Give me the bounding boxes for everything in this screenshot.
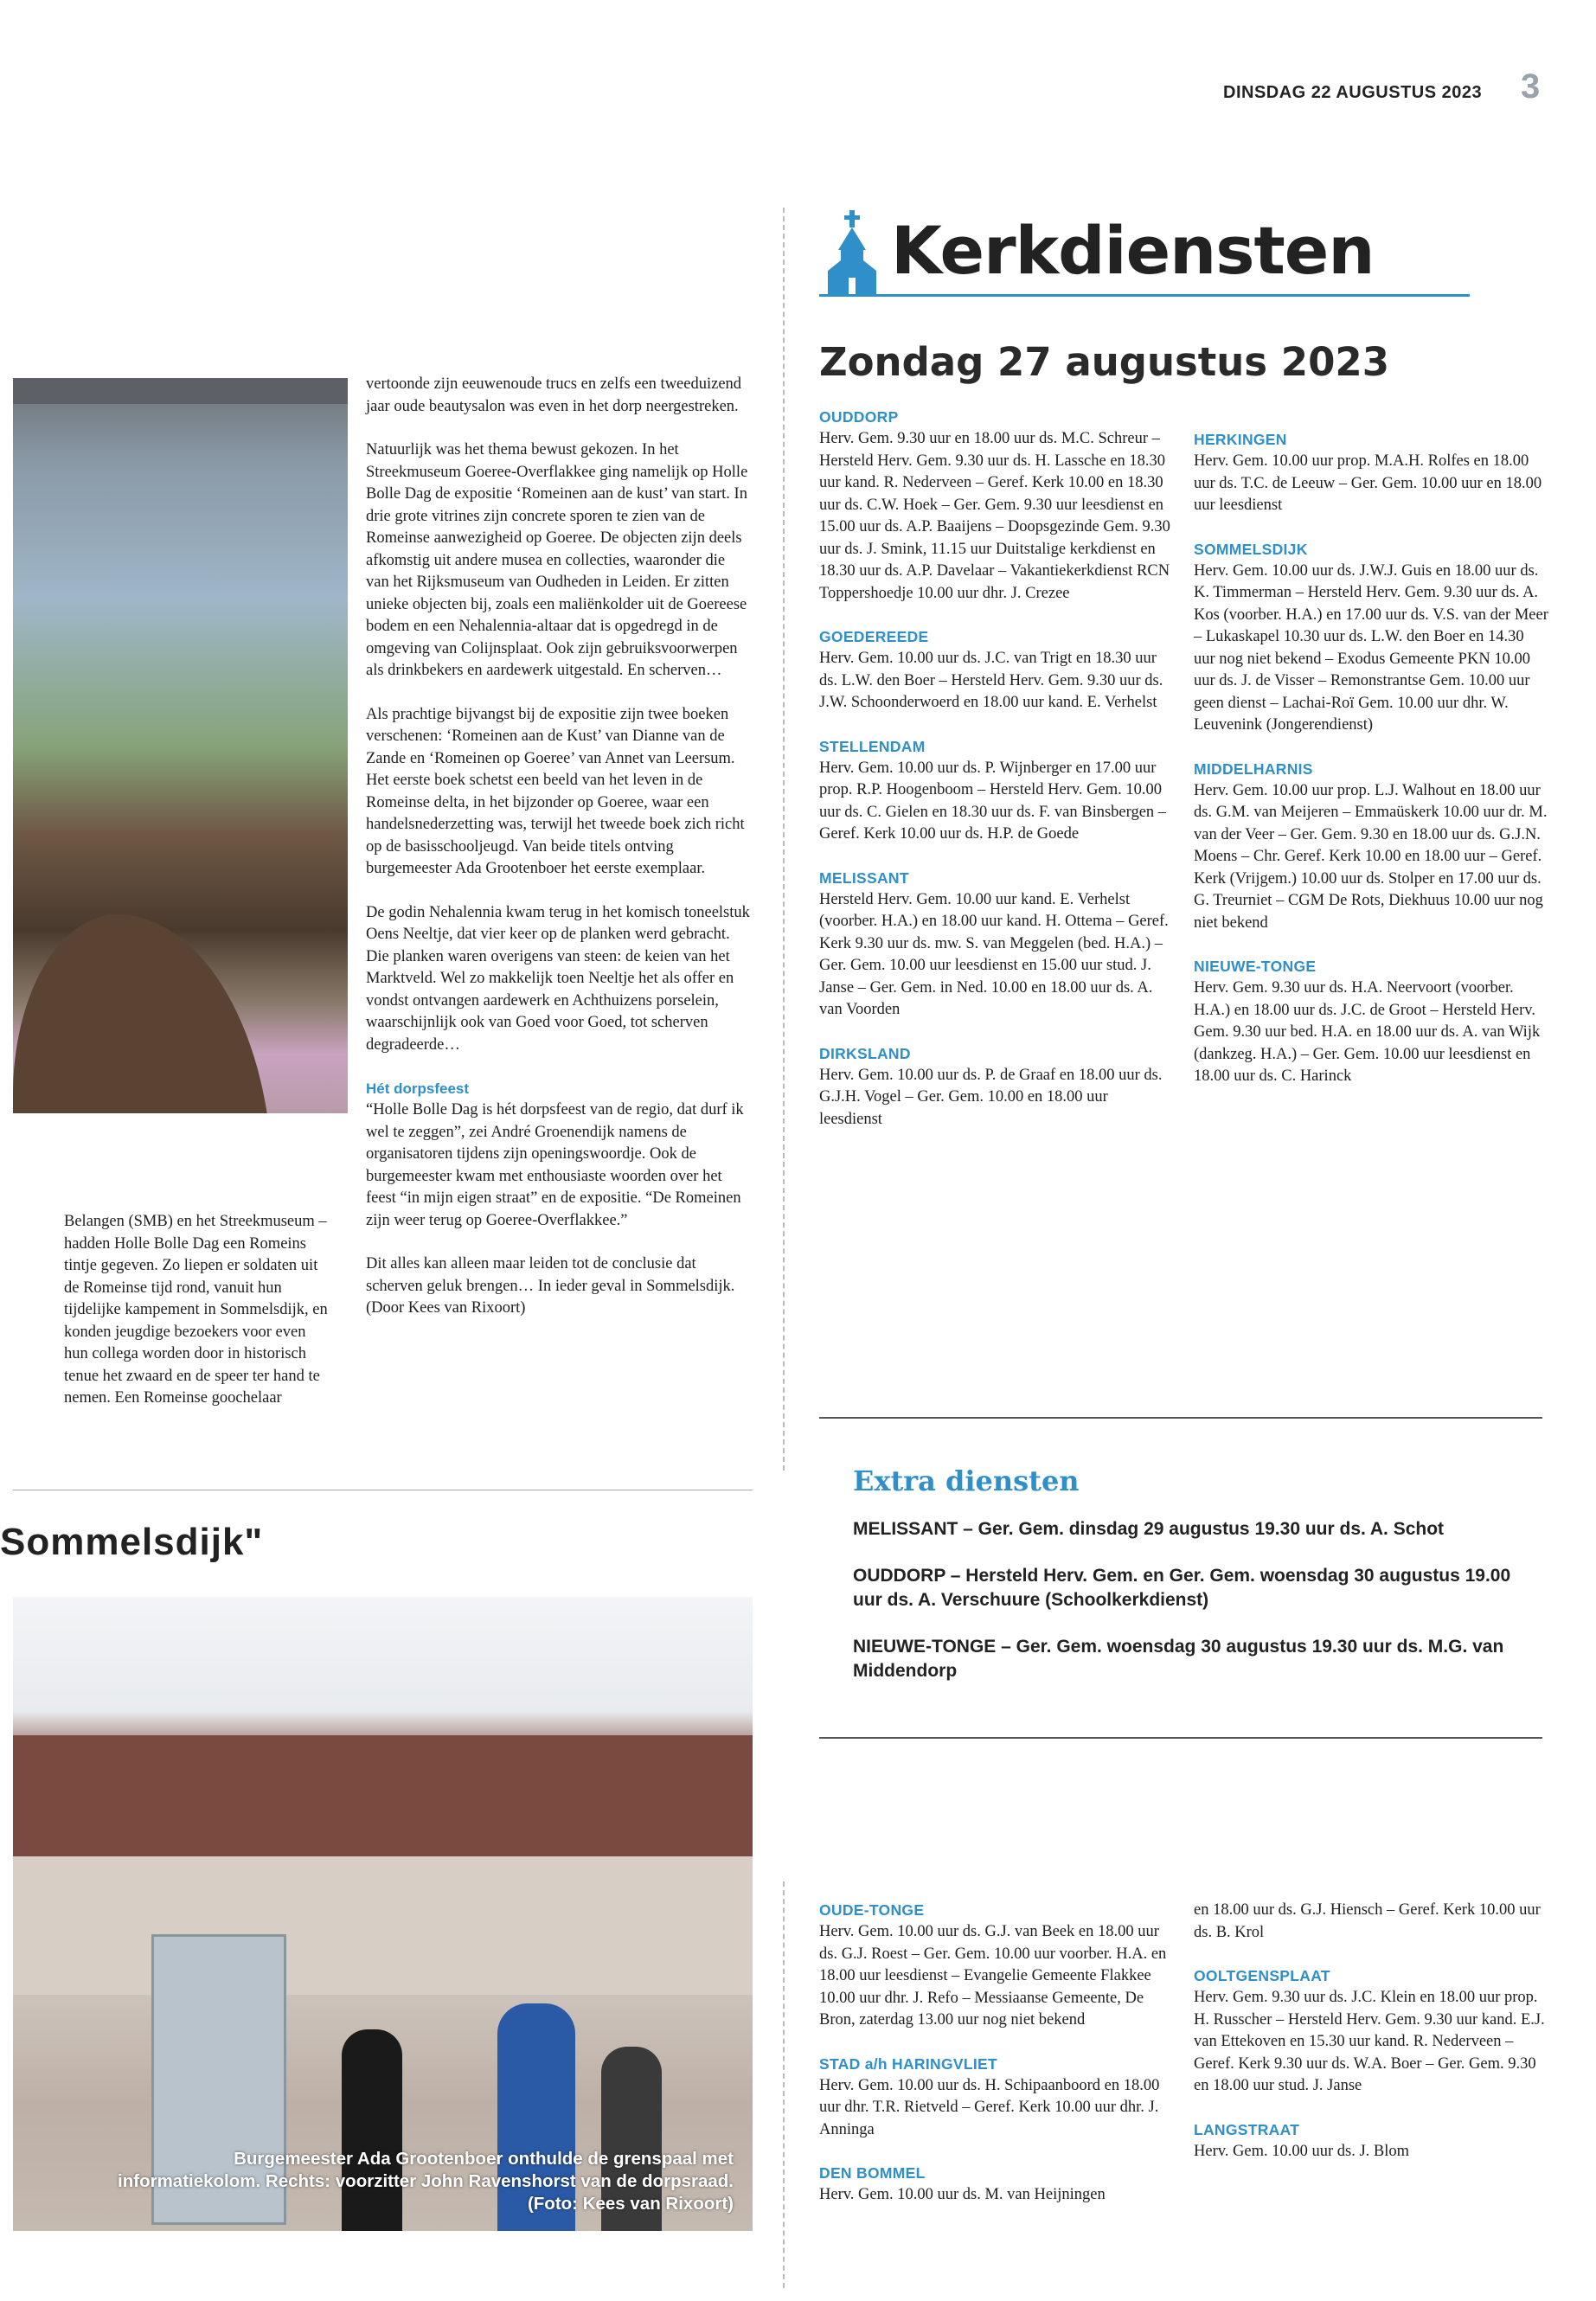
service-text: Herv. Gem. 10.00 uur ds. P. de Graaf en 18.00 uur ds. G.J.H. Vogel – Ger. Gem. 10.00 en 18.00 uur leesdienst — [819, 1066, 1163, 1128]
photo-caption: Burgemeester Ada Grootenboer onthulde de grenspaal met informatiekolom. Rechts: voorzitter John Ravenshorst van de dorpsraad. (Foto: Kees van Rixoort) — [118, 2149, 734, 2214]
place-name: SOMMELSDIJK — [1194, 540, 1308, 558]
place-name: OOLTGENSPLAAT — [1194, 1967, 1330, 1984]
place-name: MELISSANT — [819, 868, 909, 887]
services-column-4 — [1194, 1900, 1548, 2184]
service-block — [819, 1900, 1174, 2032]
article-middle-column — [366, 374, 751, 1342]
service-block — [1194, 1965, 1548, 2098]
service-text: Herv. Gem. 10.00 uur ds. J.C. van Trigt en 18.30 uur ds. L.W. den Boer – Hersteld Herv. Gem. 9.30 uur ds. J.W. Schoonderwoerd en 18.00 uur kand. E. Verhelst — [819, 650, 1163, 711]
article-paragraph: Dit alles kan alleen maar leiden tot de conclusie dat scherven geluk brengen… In ieder geval in Sommelsdijk. (Door Kees van Rixoort) — [366, 1255, 735, 1317]
service-block — [819, 407, 1174, 605]
place-name: NIEUWE-TONGE — [1194, 958, 1317, 975]
service-block — [819, 1043, 1174, 1131]
service-text: Herv. Gem. 10.00 uur ds. J.W.J. Guis en 18.00 uur ds. K. Timmerman – Hersteld Herv. Gem. 9.30 uur ds. A. Kos (voorber. H.A.) en 17.00 uur ds. V.S. van der Meer – Lukaskapel 10.30 uur ds. L.W. den Boer en 14.30 uur nog niet bekend – Exodus Gemeente PKN 10.00 uur ds. J. de Visser – Remonstrantse Gem. 10.00 uur geen dienst – Lachai-Roï Gem. 10.00 uur dhr. W. Leuvenink (Jongerendienst) — [1194, 561, 1548, 734]
service-block — [1194, 1900, 1548, 1944]
article-paragraph: De godin Nehalennia kwam terug in het komisch toneelstuk Oens Neeltje, dat vier keer op de planken werd gebracht. Die planken waren overigens van steen: de keien van het Marktveld. Wel zo makkelijk toen Neeltje het als offer en vondst ontvangen aardewerk en Achthuizens porselein, waarschijnlijk ook van Goed voor Goed, tot scherven degradeerde… — [366, 903, 750, 1054]
place-name: OUDDORP — [819, 408, 899, 426]
service-block — [1194, 539, 1548, 737]
article-subheading: Hét dorpsfeest — [366, 1080, 470, 1097]
service-block — [819, 2054, 1174, 2142]
place-name: HERKINGEN — [1194, 431, 1287, 448]
services-column-3 — [819, 1900, 1174, 2228]
service-text: Herv. Gem. 9.30 uur ds. H.A. Neervoort (voorber. H.A.) en 18.00 uur ds. J.C. de Groot – Hersteld Herv. Gem. 9.30 uur bed. H.A. en 18.00 uur ds. A. van Wijk (dankzeg. H.A.) – Ger. Gem. 10.00 uur leesdienst en 18.00 uur ds. C. Harinck — [1194, 979, 1541, 1085]
place-name: OUDE-TONGE — [819, 1901, 925, 1919]
service-text: Herv. Gem. 10.00 uur ds. M. van Heijningen — [819, 2186, 1106, 2203]
service-block — [819, 736, 1174, 846]
article-photo-unveiling — [13, 1597, 753, 2231]
service-block — [819, 2163, 1174, 2207]
service-block — [1194, 2119, 1548, 2163]
service-text: en 18.00 uur ds. G.J. Hiensch – Geref. Kerk 10.00 uur ds. B. Krol — [1194, 1901, 1541, 1941]
extra-services-title: Extra diensten — [853, 1465, 1080, 1497]
place-name: DIRKSLAND — [819, 1044, 911, 1062]
place-name: DEN BOMMEL — [819, 2164, 926, 2182]
service-block — [1194, 429, 1548, 517]
issue-date: DINSDAG 22 AUGUSTUS 2023 — [1223, 83, 1483, 102]
article-paragraph: Als prachtige bijvangst bij de expositie zijn twee boeken verschenen: ‘Romeinen aan de Kust’ van Dianne van de Zande en ‘Romeinen op Goeree’ van Annet van Leersum. Het eerste boek schetst een beeld van het leven in de Romeinse delta, in het bijzonder op Goeree, waar een handelsnederzetting was, terwijl het tweede boek zich richt op de basisschooljeugd. Van beide titels ontving burgemeester Ada Grootenboer het eerste exemplaar. — [366, 705, 745, 877]
service-text: Herv. Gem. 9.30 uur ds. J.C. Klein en 18.00 uur prop. H. Russcher – Hersteld Herv. Gem. 9.30 uur kand. E.J. van Ettekoven en 15.30 uur kand. R. Nederveen – Geref. Kerk 9.30 uur ds. W.A. Boer – Ger. Gem. 9.30 en 18.00 uur stud. J. Janse — [1194, 1989, 1545, 2094]
service-text: Herv. Gem. 10.00 uur prop. L.J. Walhout en 18.00 uur ds. G.M. van Meijeren – Emmaüskerk 10.00 uur dr. M. van der Veer – Ger. Gem. 9.30 en 18.00 uur ds. G.J.N. Moens – Chr. Geref. Kerk 10.00 en 18.00 uur – Geref. Kerk (Vrijgem.) 10.00 uur ds. Stolper en 17.00 uur ds. G. Treurniet – CGM De Rots, Diekhuus 10.00 uur nog niet bekend — [1194, 781, 1548, 932]
extra-service-item: OUDDORP – Hersteld Herv. Gem. en Ger. Gem. woensdag 30 augustus 19.00 uur ds. A. Verschuure (Schoolkerkdienst) — [853, 1566, 1511, 1610]
page-number: 3 — [1521, 67, 1541, 106]
article-left-column — [64, 1211, 332, 1432]
place-name: STAD a/h HARINGVLIET — [819, 2054, 997, 2073]
service-text: Herv. Gem. 10.00 uur ds. J. Blom — [1194, 2142, 1410, 2160]
service-text: Herv. Gem. 9.30 uur en 18.00 uur ds. M.C. Schreur – Hersteld Herv. Gem. 9.30 uur ds. H. Lassche en 18.30 uur kand. R. Nederveen – Geref. Kerk 10.00 en 18.30 uur ds. C.W. Hoek – Ger. Gem. 9.30 uur leesdienst en 15.00 uur ds. A.P. Baaijens – Doopsgezinde Gem. 9.30 uur ds. J. Smink, 11.15 uur Duitstalige kerkdienst en 18.30 uur ds. A.P. Davelaar – Vakantiekerkdienst RCN Toppershoedje 10.00 uur dhr. J. Crezee — [819, 430, 1170, 602]
column-divider — [783, 1881, 785, 2288]
service-block — [1194, 956, 1548, 1088]
services-column-2 — [1194, 429, 1548, 1110]
service-block — [819, 868, 1174, 1022]
extra-services-list — [853, 1517, 1528, 1706]
place-name: MIDDELHARNIS — [1194, 760, 1313, 778]
article-paragraph: Belangen (SMB) en het Streekmuseum – hadden Holle Bolle Dag een Romeins tintje gegeven. Zo liepen er soldaten uit de Romeinse tijd rond, vanuit hun tijdelijke kampement in Sommelsdijk, en konden jeugdige bezoekers voor even hun collega worden door in historisch tenue het zwaard en de speer ter hand te nemen. Een Romeinse goochelaar — [64, 1213, 328, 1407]
place-name: GOEDEREEDE — [819, 628, 929, 645]
service-text: Herv. Gem. 10.00 uur ds. P. Wijnberger en 17.00 uur prop. R.P. Hoogenboom – Hersteld Herv. Gem. 10.00 uur ds. C. Gielen en 18.30 uur ds. F. van Binsbergen – Geref. Kerk 10.00 uur ds. H.P. de Goede — [819, 759, 1167, 843]
article-photo-monk — [13, 378, 348, 1113]
article-paragraph: “Holle Bolle Dag is hét dorpsfeest van de regio, dat durf ik wel te zeggen”, zei André Groenendijk namens de organisatoren tijdens zijn openingswoordje. Ook de burgemeester kwam met enthousiaste woorden over het feest “in mijn eigen straat” en de expositie. “De Romeinen zijn weer terug op Goeree-Overflakkee.” — [366, 1101, 744, 1229]
column-divider — [783, 208, 785, 1471]
box-rule-bottom — [819, 1737, 1542, 1739]
place-name: LANGSTRAAT — [1194, 2120, 1300, 2138]
service-text: Hersteld Herv. Gem. 10.00 uur kand. E. Verhelst (voorber. H.A.) en 18.00 uur kand. H. Ottema – Geref. Kerk 9.30 uur ds. mw. S. van Meggelen (bed. H.A.) – Ger. Gem. 10.00 uur leesdienst en 15.00 uur stud. J. Janse – Ger. Gem. in Ned. 10.00 en 18.00 uur ds. A. van Voorden — [819, 890, 1169, 1018]
church-icon — [826, 208, 878, 295]
place-name: STELLENDAM — [819, 737, 926, 755]
service-text: Herv. Gem. 10.00 uur ds. G.J. van Beek en 18.00 uur ds. G.J. Roest – Ger. Gem. 10.00 uur voorber. H.A. en 18.00 uur leesdienst – Evangelie Gemeente Flakkee 10.00 uur dhr. J. Refo – Messiaanse Gemeente, De Bron, zaterdag 13.00 uur nog niet bekend — [819, 1923, 1167, 2029]
title-rule — [819, 294, 1470, 297]
extra-service-item: MELISSANT – Ger. Gem. dinsdag 29 augustus 19.30 uur ds. A. Schot — [853, 1519, 1445, 1539]
service-date-heading: Zondag 27 augustus 2023 — [819, 339, 1390, 385]
extra-service-item: NIEUWE-TONGE – Ger. Gem. woensdag 30 augustus 19.30 uur ds. M.G. van Middendorp — [853, 1637, 1504, 1681]
section-title: Kerkdiensten — [891, 212, 1375, 289]
second-headline: Sommelsdijk" — [0, 1521, 264, 1563]
service-block — [819, 626, 1174, 715]
box-rule-top — [819, 1417, 1542, 1419]
services-column-1 — [819, 407, 1174, 1152]
service-block — [1194, 759, 1548, 935]
service-text: Herv. Gem. 10.00 uur prop. M.A.H. Rolfes en 18.00 uur ds. T.C. de Leeuw – Ger. Gem. 10.00 uur en 18.00 uur leesdienst — [1194, 452, 1542, 514]
article-paragraph: Natuurlijk was het thema bewust gekozen. In het Streekmuseum Goeree-Overflakkee ging namelijk op Holle Bolle Dag de expositie ‘Romeinen aan de kust’ van start. In drie grote vitrines zijn concrete sporen te zien van de Romeinse aanwezigheid op Goeree. De objecten zijn deels afkomstig uit andere musea en collecties, waaronder die van het Rijksmuseum van Oudheden in Leiden. Er zitten unieke objecten bij, zoals een maliënkolder uit de Goereese bodem en een Nehalennia-altaar dat is opgedregd in de omgeving van Colijnsplaat. Ook zijn gebruiksvoorwerpen als drinkbekers en aardewerk uitgestald. En scherven… — [366, 441, 748, 679]
article-paragraph: vertoonde zijn eeuwenoude trucs en zelfs een tweeduizend jaar oude beautysalon was even in het dorp neergestreken. — [366, 375, 742, 415]
service-text: Herv. Gem. 10.00 uur ds. H. Schipaanboord en 18.00 uur dhr. T.R. Rietveld – Geref. Kerk 10.00 uur dhr. J. Anninga — [819, 2076, 1160, 2138]
